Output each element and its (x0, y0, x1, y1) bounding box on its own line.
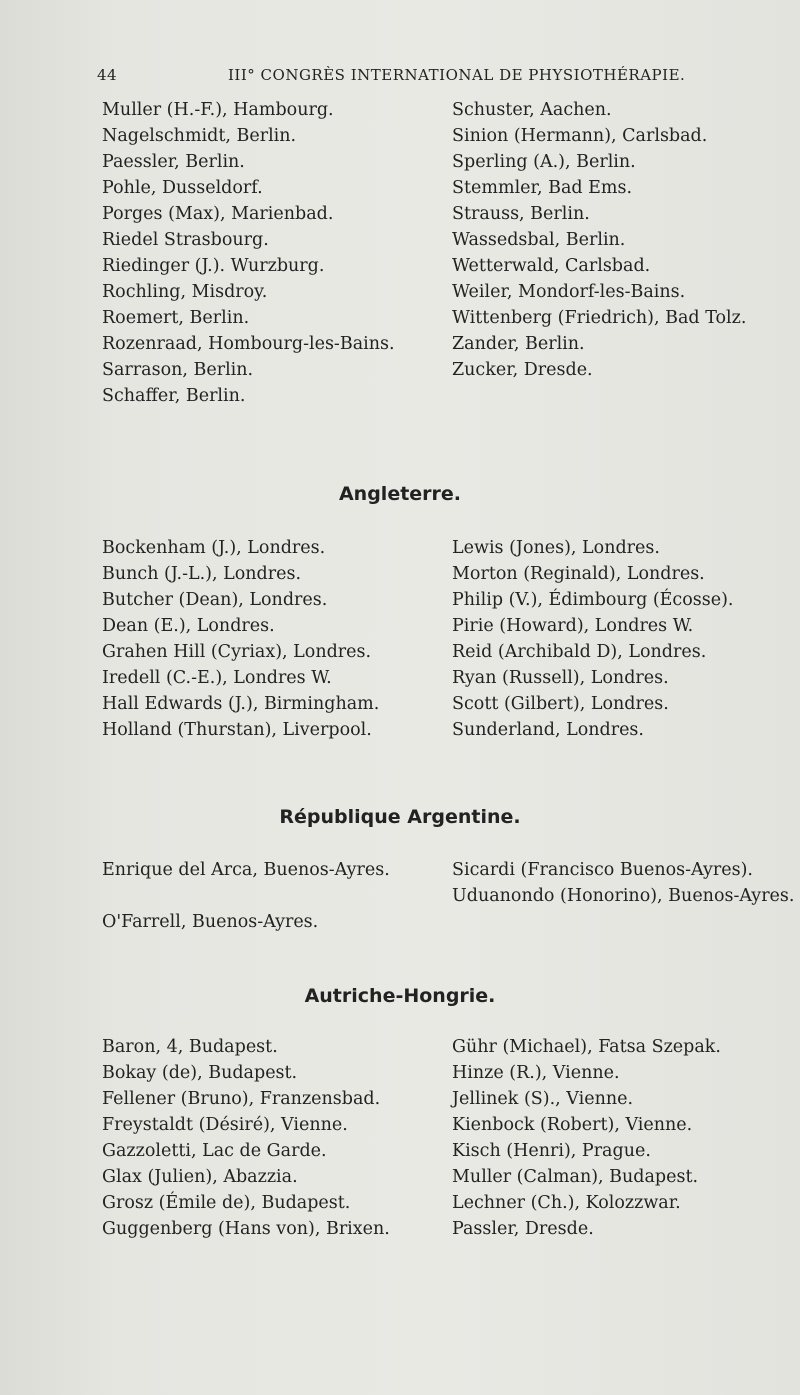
list-item: Scott (Gilbert), Londres. (452, 694, 669, 714)
list-item: Sperling (A.), Berlin. (452, 152, 636, 172)
list-item: Rozenraad, Hombourg-les-Bains. (102, 334, 395, 354)
list-item: Wetterwald, Carlsbad. (452, 256, 651, 276)
list-item: Sarrason, Berlin. (102, 360, 254, 380)
list-item: Butcher (Dean), Londres. (102, 590, 328, 610)
list-item: Gazzoletti, Lac de Garde. (102, 1141, 327, 1161)
list-item: Rochling, Misdroy. (102, 282, 268, 302)
list-item: Philip (V.), Édimbourg (Écosse). (452, 590, 734, 610)
list-item: Sunderland, Londres. (452, 720, 644, 740)
list-item: Morton (Reginald), Londres. (452, 564, 705, 584)
list-item: Lechner (Ch.), Kolozzwar. (452, 1193, 681, 1213)
list-item: Stemmler, Bad Ems. (452, 178, 633, 198)
list-item: Schaffer, Berlin. (102, 386, 246, 406)
list-item: Schuster, Aachen. (452, 100, 612, 120)
section-title-argentine: République Argentine. (279, 806, 521, 828)
list-item: Muller (H.-F.), Hambourg. (102, 100, 334, 120)
list-item: Roemert, Berlin. (102, 308, 250, 328)
list-item: Gühr (Michael), Fatsa Szepak. (452, 1037, 721, 1057)
list-item: Riedel Strasbourg. (102, 230, 269, 250)
list-item: Reid (Archibald D), Londres. (452, 642, 707, 662)
list-angleterre-right (452, 535, 733, 743)
list-item: Dean (E.), Londres. (102, 616, 275, 636)
list-item: Strauss, Berlin. (452, 204, 590, 224)
list-item: Holland (Thurstan), Liverpool. (102, 720, 372, 740)
list-item: Paessler, Berlin. (102, 152, 245, 172)
list-item: Bunch (J.-L.), Londres. (102, 564, 302, 584)
list-item: Nagelschmidt, Berlin. (102, 126, 297, 146)
list-item: Pirie (Howard), Londres W. (452, 616, 694, 636)
list-item: Zander, Berlin. (452, 334, 585, 354)
list-item: Passler, Dresde. (452, 1219, 594, 1239)
entry-argentine-left-2: O'Farrell, Buenos-Ayres. (102, 912, 319, 932)
list-item: Wassedsbal, Berlin. (452, 230, 626, 250)
list-item: Wittenberg (Friedrich), Bad Tolz. (452, 308, 747, 328)
list-item: Jellinek (S)., Vienne. (452, 1089, 634, 1109)
list-autriche-right (452, 1034, 721, 1242)
list-angleterre-left (102, 535, 379, 743)
list-item: Sinion (Hermann), Carlsbad. (452, 126, 708, 146)
list-item: Zucker, Dresde. (452, 360, 593, 380)
list-item: Hall Edwards (J.), Birmingham. (102, 694, 380, 714)
list-item: Riedinger (J.). Wurzburg. (102, 256, 325, 276)
list-item: Glax (Julien), Abazzia. (102, 1167, 298, 1187)
list-item: Baron, 4, Budapest. (102, 1037, 278, 1057)
list-item: Ryan (Russell), Londres. (452, 668, 669, 688)
list-item: Muller (Calman), Budapest. (452, 1167, 699, 1187)
section-title-angleterre: Angleterre. (338, 483, 462, 505)
list-item: Kisch (Henri), Prague. (452, 1141, 651, 1161)
list-item: Pohle, Dusseldorf. (102, 178, 263, 198)
list-item: Grosz (Émile de), Budapest. (102, 1193, 351, 1213)
list-item: Porges (Max), Marienbad. (102, 204, 334, 224)
running-header (0, 66, 800, 92)
list-item: Kienbock (Robert), Vienne. (452, 1115, 693, 1135)
page-number: 44 (97, 66, 118, 84)
list-item: Freystaldt (Désiré), Vienne. (102, 1115, 348, 1135)
entry-argentine-left-1: Enrique del Arca, Buenos-Ayres. (102, 860, 390, 880)
list-item: Fellener (Bruno), Franzensbad. (102, 1089, 381, 1109)
list-item: Bokay (de), Budapest. (102, 1063, 298, 1083)
list-item: Lewis (Jones), Londres. (452, 538, 660, 558)
list-autriche-left (102, 1034, 390, 1242)
entry-argentine-right-1: Sicardi (Francisco Buenos-Ayres). (452, 860, 753, 880)
list-item: Grahen Hill (Cyriax), Londres. (102, 642, 372, 662)
list-germany-right (452, 97, 746, 383)
list-item: Hinze (R.), Vienne. (452, 1063, 620, 1083)
running-title: III° CONGRÈS INTERNATIONAL DE PHYSIOTHÉRAPIE. (228, 66, 686, 84)
entry-argentine-right-2: Uduanondo (Honorino), Buenos-Ayres. (452, 886, 795, 906)
section-title-autriche: Autriche-Hongrie. (304, 985, 496, 1007)
list-germany-left (102, 97, 395, 409)
list-item: Weiler, Mondorf-les-Bains. (452, 282, 686, 302)
list-item: Iredell (C.-E.), Londres W. (102, 668, 332, 688)
list-item: Bockenham (J.), Londres. (102, 538, 326, 558)
list-item: Guggenberg (Hans von), Brixen. (102, 1219, 390, 1239)
